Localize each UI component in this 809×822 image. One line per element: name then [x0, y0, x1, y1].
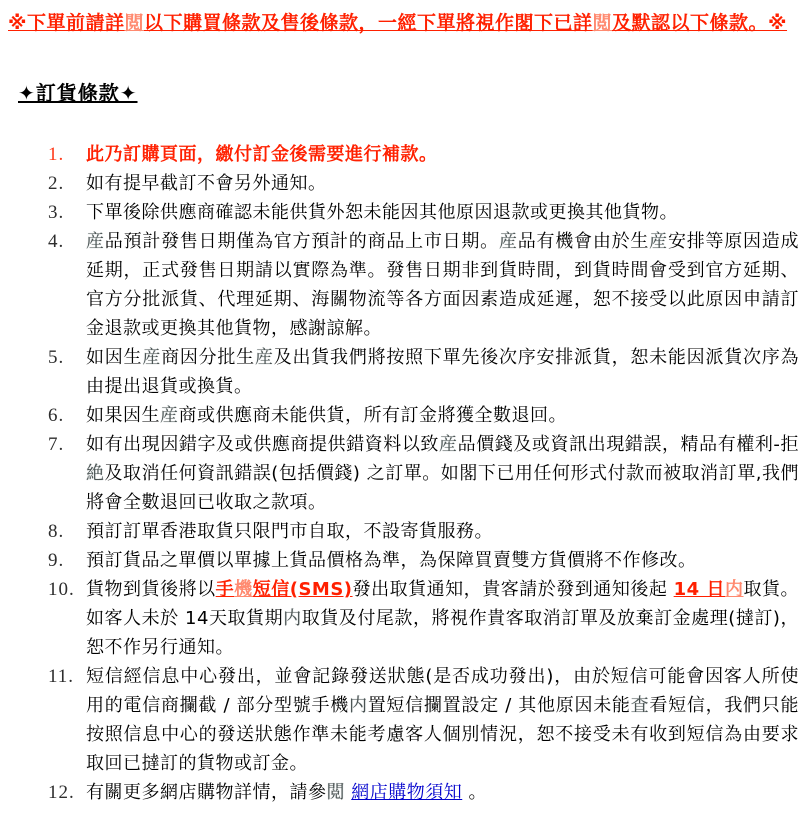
item-text [86, 343, 799, 401]
text-run: 商因分批生 [161, 347, 255, 368]
text-run: 有關更多網店購物詳情，請參 [86, 782, 327, 803]
list-item [48, 575, 799, 662]
item-text [86, 140, 799, 169]
item-text [86, 198, 799, 227]
highlight-text-run: 14 日 [673, 579, 725, 600]
text-run: 及出貨我們將按照下單先後次序安排派貨，恕未能因派貨次序為由提出退貨或換貨。 [86, 347, 800, 397]
highlight-text-run: 絶 [86, 463, 105, 484]
header-notice [8, 10, 799, 37]
highlight-text-run: 短信(SMS) [252, 579, 353, 600]
text-run: 置短信攔置設定 / 其他原因未能 [367, 695, 631, 716]
item-text [86, 546, 799, 575]
text-run: 如因生 [86, 347, 143, 368]
text-run: 及取消任何資訊錯誤(包括價錢) 之訂單。如閣下已用任何形式付款而被取消訂單,我們將會全數退回已收取之款項。 [86, 463, 800, 513]
text-run: 品價錢及或資訊出現錯誤，精品有權利-拒 [457, 434, 800, 455]
highlight-text-run: 産 [254, 347, 274, 368]
highlight-text-run: 閲 [592, 12, 613, 34]
list-item [48, 140, 799, 169]
text-run: 安排等原因造成延期，正式發售日期請以實際為準。發售日期非到貨時間，到貨時間會受到官方延期、官方分批派貨、代理延期、海關物流等各方面因素造成延遲，恕不接受以此原因申請訂金退款或更換其他貨物，感謝諒解。 [86, 231, 800, 339]
highlight-text-run: 内 [724, 579, 744, 600]
list-item [48, 517, 799, 546]
item-number: 2. [48, 173, 65, 194]
section-heading: ✦訂貨條款✦ [18, 81, 138, 105]
list-item [48, 546, 799, 575]
terms-list [0, 140, 809, 807]
text-run: 取貨及付尾款，將視作貴客取消訂單及放棄訂金處理(撻訂)，恕不作另行通知。 [86, 608, 799, 658]
text-run: 貨物到貨後將以 [86, 579, 216, 600]
highlight-text-run: 機 [234, 579, 253, 600]
item-number: 4. [48, 231, 65, 252]
highlight-text-run: 産 [498, 231, 518, 252]
text-run: 短信經信息中心發出，並會記錄發送狀態(是否成功發出)，由於短信可能會因客人所使用的電信商攔截 / 部分型號手機 [86, 666, 799, 716]
item-number: 3. [48, 202, 65, 223]
highlight-text-run: 閲 [326, 782, 345, 803]
item-text [86, 662, 799, 778]
highlight-text-run: 産 [439, 434, 458, 455]
highlight-text-run: 内 [348, 695, 368, 716]
list-item [48, 430, 799, 517]
highlight-text-run: 産 [649, 231, 668, 252]
item-text [86, 778, 799, 807]
text-run: 品預計發售日期僅為官方預計的商品上市日期。 [104, 231, 499, 252]
text-run: 如有出現因錯字及或供應商提供錯資料以致 [86, 434, 439, 455]
text-run: 看短信，我們只能按照信息中心的發送狀態作準未能考慮客人個別情況，恕不接受未有收到短信為由要求取回已撻訂的貨物或訂金。 [86, 695, 800, 774]
highlight-text-run: 以下購買條款及售後條款，一經下單將視作閣下已詳 [144, 12, 593, 34]
item-number: 12. [48, 782, 75, 803]
text-run: 預訂貨品之單價以單據上貨品價格為準，為保障買賣雙方貨價將不作修改。 [86, 550, 697, 571]
text-run: 。 [462, 782, 487, 803]
list-item [48, 343, 799, 401]
highlight-text-run: 手 [215, 579, 235, 600]
list-item [48, 662, 799, 778]
text-run: 品有機會由於生 [517, 231, 650, 252]
item-number: 8. [48, 521, 65, 542]
highlight-text-run: ※下單前請詳 [8, 12, 125, 34]
item-number: 5. [48, 347, 65, 368]
text-run: 如有提早截訂不會另外通知。 [86, 173, 327, 194]
highlight-text-run: 此乃訂購頁面，繳付訂金後需要進行補款。 [86, 144, 438, 165]
list-item [48, 227, 799, 343]
list-item [48, 198, 799, 227]
highlight-text-run: 産 [86, 231, 105, 252]
text-run: 取貨。如客人未於 14天取貨期 [86, 579, 800, 629]
item-text [86, 401, 799, 430]
text-run: 預訂訂單香港取貨只限門市自取，不設寄貨服務。 [86, 521, 493, 542]
text-run: 如果因生 [86, 405, 160, 426]
list-item [48, 778, 799, 807]
item-number: 6. [48, 405, 65, 426]
item-text [86, 575, 799, 662]
item-number: 11. [48, 666, 75, 687]
item-text [86, 227, 799, 343]
text-run: 商或供應商未能供貨，所有訂金將獲全數退回。 [178, 405, 567, 426]
item-number: 7. [48, 434, 65, 455]
item-text [86, 430, 799, 517]
text-run: 下單後除供應商確認未能供貨外恕未能因其他原因退款或更換其他貨物。 [86, 202, 678, 223]
highlight-text-run: 産 [160, 405, 179, 426]
highlight-text-run: 査 [630, 695, 650, 716]
highlight-text-run: 産 [142, 347, 162, 368]
list-item [48, 401, 799, 430]
highlight-text-run: 閲 [124, 12, 144, 34]
item-number: 10. [48, 579, 75, 600]
item-number: 1. [48, 144, 65, 165]
highlight-text-run: 及默認以下條款。※ [612, 12, 788, 34]
shop-notice-link[interactable]: 網店購物須知 [351, 782, 463, 803]
text-run: 發出取貨通知，貴客請於發到通知後起 [352, 579, 674, 600]
list-item [48, 169, 799, 198]
item-number: 9. [48, 550, 65, 571]
item-text [86, 169, 799, 198]
item-text [86, 517, 799, 546]
highlight-text-run: 内 [283, 608, 302, 629]
